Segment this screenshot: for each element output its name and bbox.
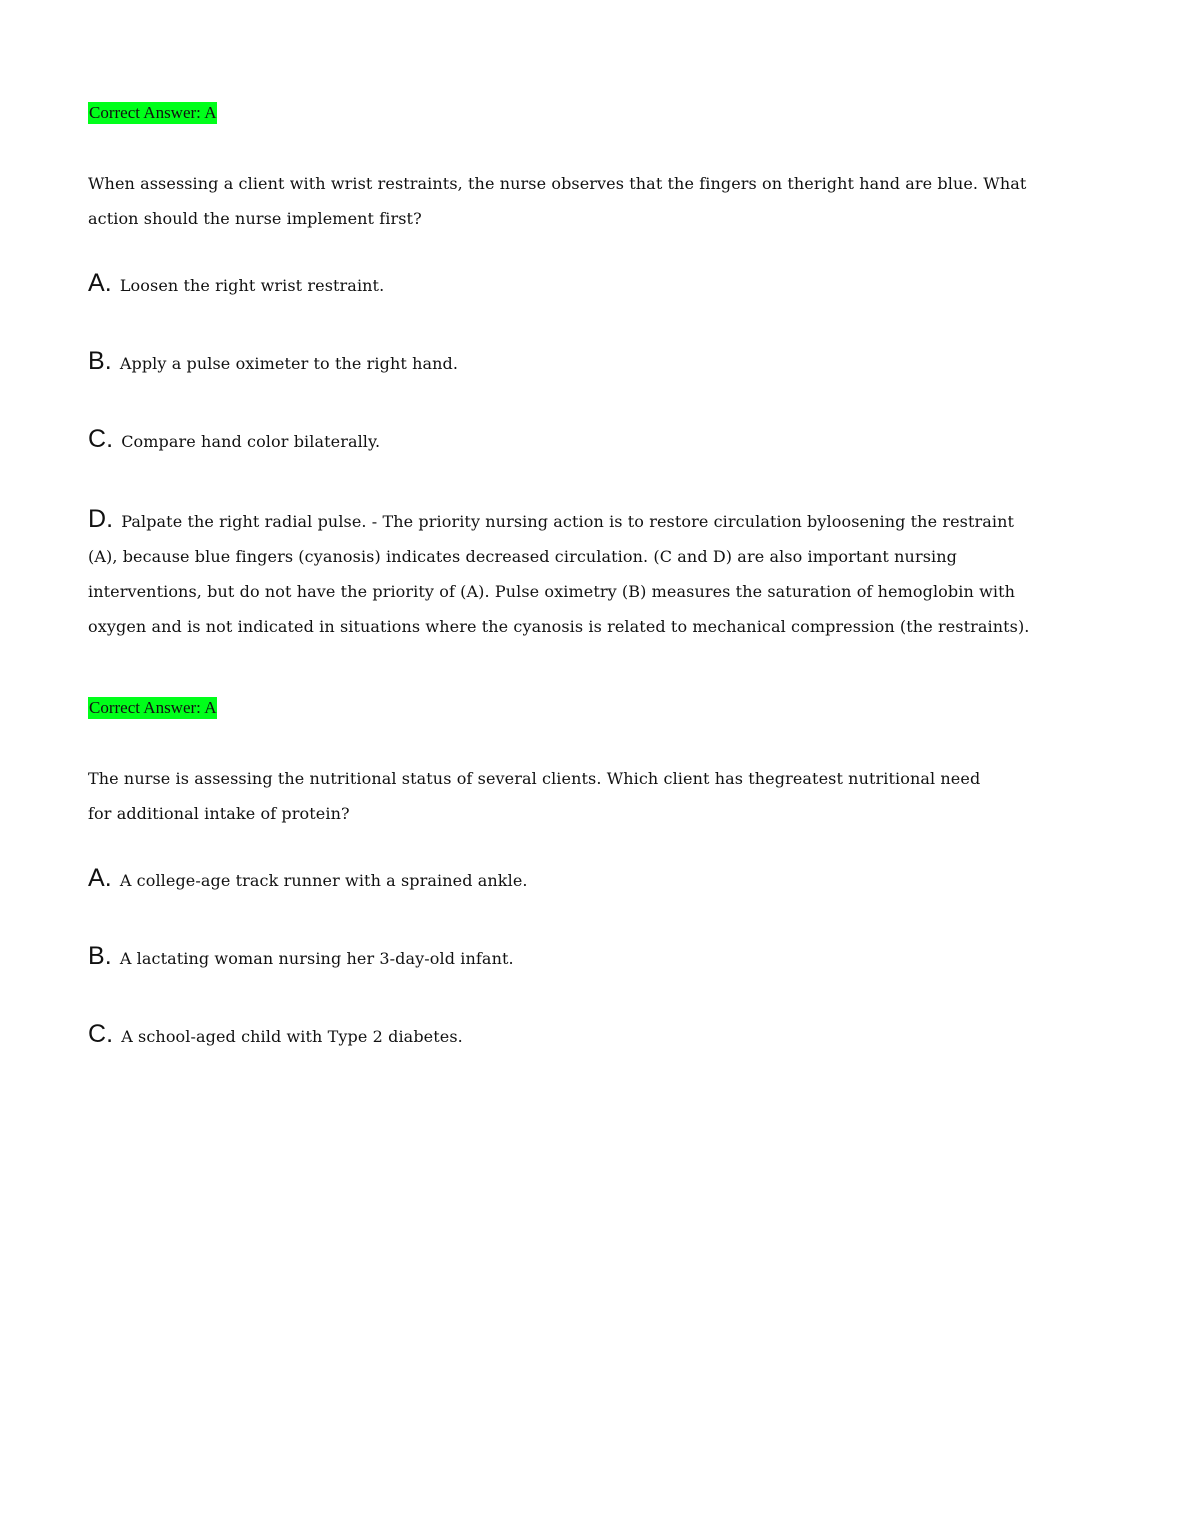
option-text: Apply a pulse oximeter to the right hand. xyxy=(119,354,459,373)
option-letter: B. xyxy=(88,347,112,375)
answer-option-b xyxy=(88,939,1078,976)
option-text: A lactating woman nursing her 3-day-old infant. xyxy=(119,949,514,968)
option-letter: D. xyxy=(88,505,114,533)
option-letter: B. xyxy=(88,942,112,970)
correct-answer-highlight: Correct Answer: A xyxy=(89,103,217,122)
answer-option-a xyxy=(88,266,1078,303)
option-letter: A. xyxy=(88,864,112,892)
answer-option-a xyxy=(88,861,1078,898)
option-letter: A. xyxy=(88,269,112,297)
option-text-with-rationale: Palpate the right radial pulse. - The priority nursing action is to restore circulation byloosening the restraint (A), because blue fingers (cyanosis) indicates decreased circulation. (C and D) are also important nursing interventions, but do not have the priority of (A). Pulse oximetry (B) measures the saturation of hemoglobin with oxygen and is not indicated in situations where the cyanosis is related to mechanical compression (the restraints). xyxy=(88,512,1030,636)
answer-option-c xyxy=(88,1017,1078,1054)
answer-option-d xyxy=(88,502,1048,644)
correct-answer-highlight: Correct Answer: A xyxy=(89,698,217,717)
question-prompt: The nurse is assessing the nutritional status of several clients. Which client has thegreatest nutritional need for additional intake of protein? xyxy=(88,769,981,823)
option-text: Loosen the right wrist restraint. xyxy=(119,276,385,295)
option-text: A school-aged child with Type 2 diabetes. xyxy=(121,1027,463,1046)
answer-option-c xyxy=(88,422,1078,459)
option-text: Compare hand color bilaterally. xyxy=(121,432,381,451)
option-text: A college-age track runner with a sprained ankle. xyxy=(119,871,528,890)
question-prompt: When assessing a client with wrist restraints, the nurse observes that the fingers on theright hand are blue. What action should the nurse implement first? xyxy=(88,174,1027,228)
option-letter: C. xyxy=(88,425,114,453)
option-letter: C. xyxy=(88,1020,114,1048)
answer-option-b xyxy=(88,344,1078,381)
